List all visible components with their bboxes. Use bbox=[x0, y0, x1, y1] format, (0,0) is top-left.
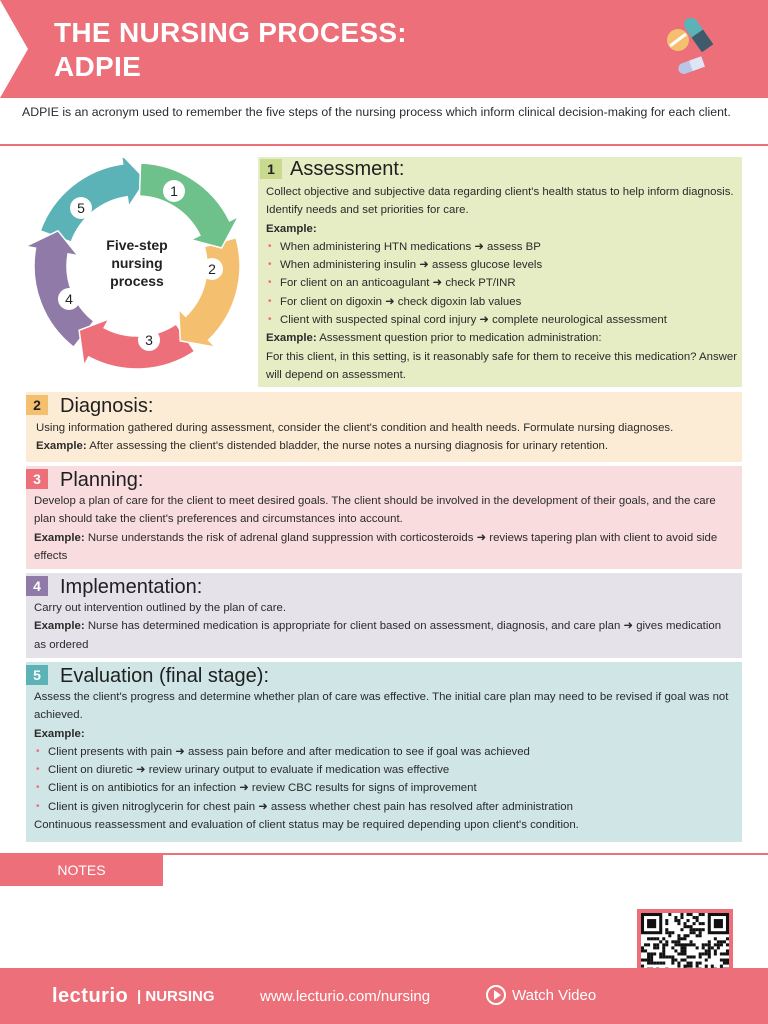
cycle-arrow-3 bbox=[79, 319, 194, 369]
cycle-step-number: 1 bbox=[170, 183, 178, 199]
example-line: Example: After assessing the client's distended bladder, the nurse notes a nursing diagnosis for urinary retention. bbox=[36, 440, 609, 453]
bullet-item: • For client on digoxin ➜ check digoxin lab values bbox=[266, 293, 738, 311]
assessment-section bbox=[258, 157, 742, 387]
section-description: Carry out intervention outlined by the plan of care. bbox=[34, 602, 287, 614]
play-icon bbox=[486, 985, 506, 1005]
step-number-badge: 5 bbox=[26, 665, 48, 685]
section-title: Implementation: bbox=[60, 576, 203, 598]
title-line-2: ADPIE bbox=[54, 51, 142, 82]
cycle-center-line-3: process bbox=[110, 273, 164, 289]
bullet-item: • For client on an anticoagulant ➜ check PT/INR bbox=[266, 274, 738, 292]
cycle-step-number: 4 bbox=[65, 291, 73, 307]
intro-text: ADPIE is an acronym used to remember the five steps of the nursing process which inform clinical decision-making for each client. bbox=[22, 105, 731, 119]
cycle-step-number: 5 bbox=[77, 200, 85, 216]
implementation-content bbox=[34, 599, 724, 654]
example-line: Example: Assessment question prior to medication administration: bbox=[266, 332, 602, 345]
notes-label: NOTES bbox=[0, 855, 163, 886]
step-number-badge: 1 bbox=[260, 159, 282, 179]
section-title: Assessment: bbox=[290, 158, 405, 180]
footer-url-link[interactable]: www.lecturio.com/nursing bbox=[260, 988, 431, 1005]
example-label: Example: bbox=[266, 222, 317, 235]
watch-video-label: Watch Video bbox=[512, 986, 597, 1004]
bullet-list bbox=[34, 743, 734, 816]
bullet-item: • When administering HTN medications ➜ assess BP bbox=[266, 238, 738, 256]
step-number-badge: 3 bbox=[26, 469, 48, 489]
cycle-center-line-2: nursing bbox=[111, 255, 163, 271]
section-title: Planning: bbox=[60, 469, 144, 491]
example-label: Example: bbox=[34, 727, 85, 740]
assessment-content bbox=[266, 183, 738, 384]
diagnosis-section bbox=[26, 392, 742, 462]
divider bbox=[0, 144, 768, 146]
example-line: Example: Nurse understands the risk of adrenal gland suppression with corticosteroids ➜ reviews tapering plan with client to avoid side effects bbox=[34, 531, 718, 562]
section-title: Diagnosis: bbox=[60, 395, 154, 417]
section-description: Develop a plan of care for the client to meet desired goals. The client should be involved in the development of their goals, and the care plan should take the client's preferences and circumstances into account. bbox=[34, 495, 716, 526]
bullet-item: • When administering insulin ➜ assess glucose levels bbox=[266, 256, 738, 274]
implementation-section bbox=[26, 573, 742, 658]
cycle-arrow-1 bbox=[139, 163, 238, 248]
planning-content bbox=[34, 492, 724, 565]
cycle-step-number: 2 bbox=[208, 261, 216, 277]
bullet-item: • Client on diuretic ➜ review urinary output to evaluate if medication was effective bbox=[34, 761, 734, 779]
evaluation-content bbox=[34, 688, 734, 834]
section-title: Evaluation (final stage): bbox=[60, 665, 270, 687]
five-step-cycle-diagram bbox=[18, 158, 254, 374]
bullet-item: • Client is given nitroglycerin for chest pain ➜ assess whether chest pain has resolved after administration bbox=[34, 798, 734, 816]
cycle-center-line-1: Five-step bbox=[106, 237, 168, 253]
example-line: Example: Nurse has determined medication is appropriate for client based on assessment, diagnosis, and care plan ➜ gives medication as ordered bbox=[34, 620, 722, 651]
diagnosis-content bbox=[36, 419, 736, 456]
section-description: Using information gathered during assessment, consider the client's condition and health needs. Formulate nursing diagnoses. bbox=[36, 422, 674, 434]
step-number-badge: 2 bbox=[26, 395, 48, 415]
watch-video-button[interactable] bbox=[486, 985, 596, 1005]
page-title bbox=[54, 16, 407, 84]
section-description: Assess the client's progress and determine whether plan of care was effective. The initial care plan may need to be revised if goal was not achieved. bbox=[34, 691, 729, 722]
closing-text: For this client, in this setting, is it reasonably safe for them to receive this medication? Answer will depend on assessment. bbox=[266, 350, 738, 381]
closing-text: Continuous reassessment and evaluation of client status may be required depending upon client's condition. bbox=[34, 819, 579, 832]
cycle-arrow-5 bbox=[40, 158, 146, 242]
evaluation-section bbox=[26, 662, 742, 842]
cycle-arrow-2 bbox=[179, 238, 240, 348]
cycle-step-number: 3 bbox=[145, 332, 153, 348]
header-notch bbox=[0, 0, 28, 98]
title-line-1: THE NURSING PROCESS: bbox=[54, 17, 407, 48]
section-description: Collect objective and subjective data regarding client's health status to help inform diagnosis. Identify needs and set priorities for care. bbox=[266, 186, 734, 217]
bullet-item: • Client is on antibiotics for an infection ➜ review CBC results for signs of improvement bbox=[34, 779, 734, 797]
planning-section bbox=[26, 466, 742, 569]
step-number-badge: 4 bbox=[26, 576, 48, 596]
pills-icon bbox=[662, 18, 726, 78]
bullet-item: • Client with suspected spinal cord injury ➜ complete neurological assessment bbox=[266, 311, 738, 329]
bullet-item: • Client presents with pain ➜ assess pain before and after medication to see if goal was achieved bbox=[34, 743, 734, 761]
bullet-list bbox=[266, 238, 738, 329]
footer-section-label: | NURSING bbox=[137, 988, 215, 1005]
lecturio-logo[interactable]: lecturio bbox=[52, 985, 129, 1007]
